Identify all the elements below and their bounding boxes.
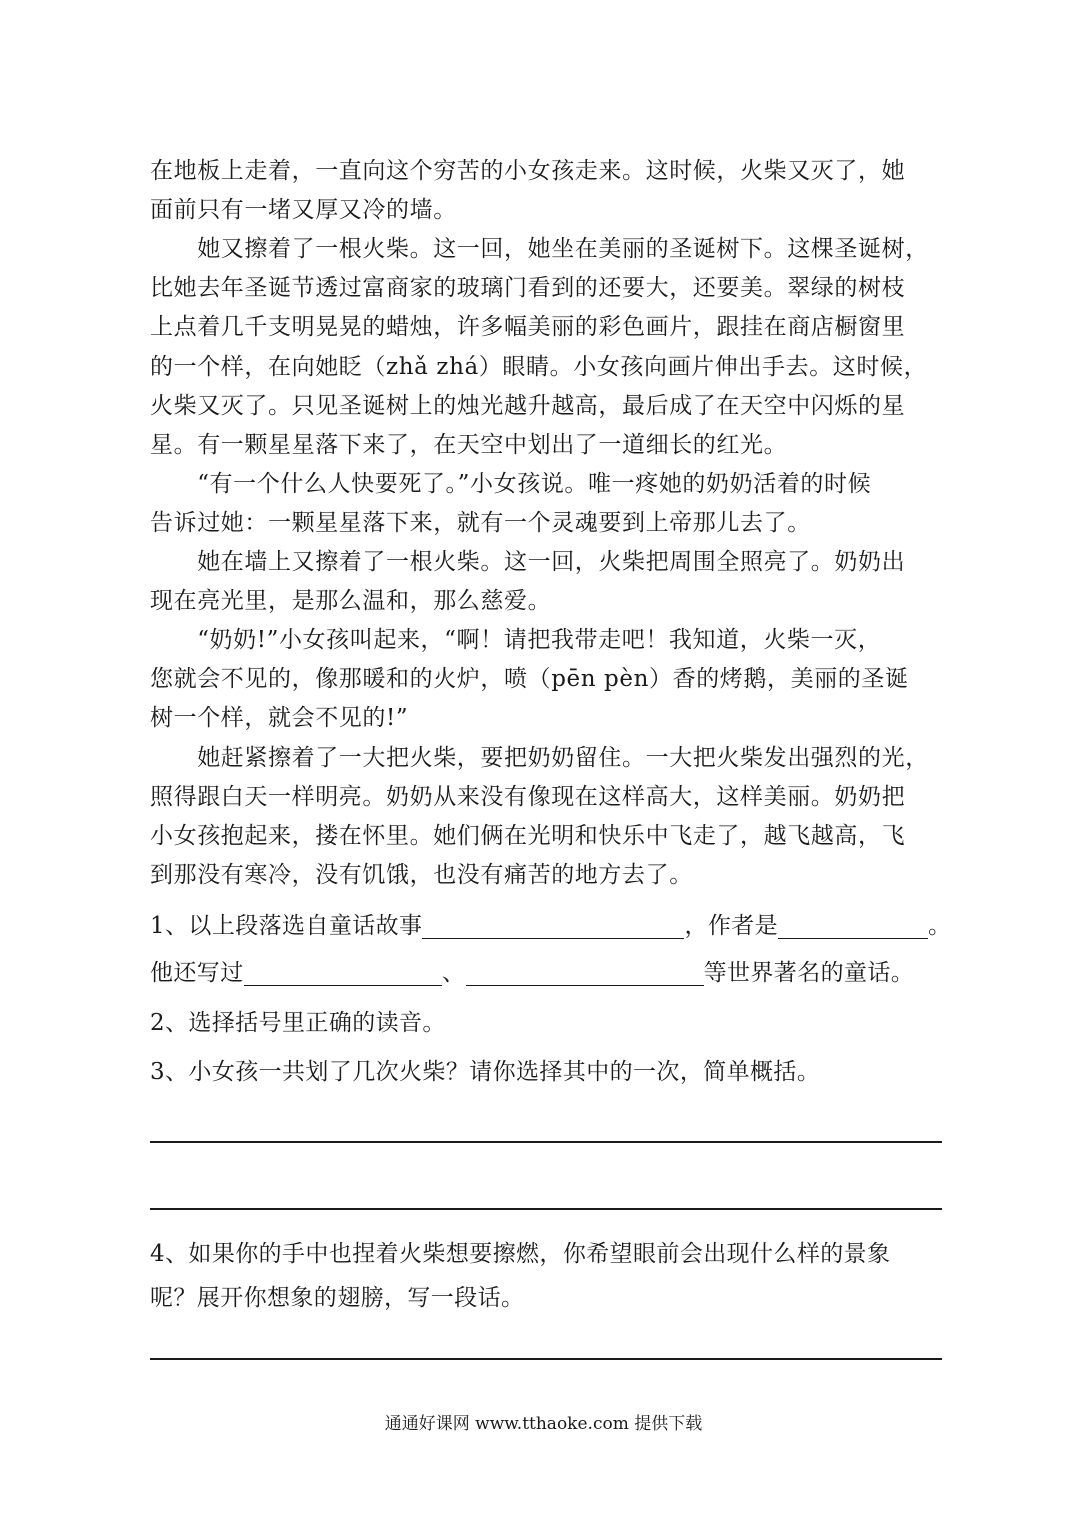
question-3: 3、小女孩一共划了几次火柴？请你选择其中的一次，简单概括。 xyxy=(150,1059,821,1085)
passage-line: 您就会不见的，像那暖和的火炉，喷（pēn pèn）香的烤鹅，美丽的圣诞 xyxy=(150,666,909,692)
answer-line-q3-1[interactable] xyxy=(150,1141,942,1143)
answer-line-q4-1[interactable] xyxy=(150,1358,942,1360)
question-1-text: 1、以上段落选自童话故事 xyxy=(150,913,423,939)
footer-credit: 通通好课网 www.tthaoke.com 提供下载 xyxy=(384,1414,703,1434)
passage-line: 到那没有寒冷，没有饥饿，也没有痛苦的地方去了。 xyxy=(150,862,693,888)
question-1-tail-text: 等世界著名的童话。 xyxy=(703,960,915,986)
question-1-period: 。 xyxy=(928,913,952,939)
question-4-line-2: 呢？展开你想象的翅膀，写一段话。 xyxy=(150,1285,525,1311)
question-2: 2、选择括号里正确的读音。 xyxy=(150,1010,446,1036)
question-4-line-1: 4、如果你的手中也捏着火柴想要擦燃，你希望眼前会出现什么样的景象 xyxy=(150,1241,891,1267)
author-blank[interactable] xyxy=(778,916,928,939)
other-work-blank-1[interactable] xyxy=(244,963,442,986)
passage-line: 告诉过她：一颗星星落下来，就有一个灵魂要到上帝那儿去了。 xyxy=(150,510,811,536)
passage-line: 小女孩抱起来，搂在怀里。她们俩在光明和快乐中飞走了，越飞越高，飞 xyxy=(150,823,906,849)
passage-line: “有一个什么人快要死了。”小女孩说。唯一疼她的奶奶活着的时候 xyxy=(150,471,872,497)
passage-line: 上点着几千支明晃晃的蜡烛，许多幅美丽的彩色画片，跟挂在商店橱窗里 xyxy=(150,314,906,340)
question-1-author-text: ，作者是 xyxy=(684,913,779,939)
passage-line: 比她去年圣诞节透过富商家的玻璃门看到的还要大，还要美。翠绿的树枝 xyxy=(150,275,906,301)
passage-line: 她又擦着了一根火柴。这一回，她坐在美丽的圣诞树下。这棵圣诞树， xyxy=(150,236,929,262)
other-work-blank-2[interactable] xyxy=(466,963,704,986)
answer-line-q3-2[interactable] xyxy=(150,1208,942,1210)
passage-line: 照得跟白天一样明亮。奶奶从来没有像现在这样高大，这样美丽。奶奶把 xyxy=(150,784,906,810)
passage-line: 火柴又灭了。只见圣诞树上的烛光越升越高，最后成了在天空中闪烁的星 xyxy=(150,393,906,419)
passage-line: 在地板上走着，一直向这个穷苦的小女孩走来。这时候，火柴又灭了，她 xyxy=(150,158,906,184)
story-title-blank[interactable] xyxy=(422,916,684,939)
question-1-other-works-text: 他还写过 xyxy=(150,960,244,986)
passage-line: 树一个样，就会不见的!” xyxy=(150,705,409,731)
question-1-line-2 xyxy=(150,953,942,993)
question-1-line-1 xyxy=(150,906,952,946)
passage-line: 的一个样，在向她眨（zhǎ zhá）眼睛。小女孩向画片伸出手去。这时候， xyxy=(150,354,928,380)
passage-line: 她在墙上又擦着了一根火柴。这一回，火柴把周围全照亮了。奶奶出 xyxy=(150,549,906,575)
passage-line: 她赶紧擦着了一大把火柴，要把奶奶留住。一大把火柴发出强烈的光， xyxy=(150,745,929,771)
passage-line: 现在亮光里，是那么温和，那么慈爱。 xyxy=(150,588,552,614)
passage-line: “奶奶!”小女孩叫起来，“啊！请把我带走吧！我知道，火柴一灭， xyxy=(150,627,882,653)
question-1-separator: 、 xyxy=(441,960,466,986)
passage-line: 星。有一颗星星落下来了，在天空中划出了一道细长的红光。 xyxy=(150,432,788,458)
passage-line: 面前只有一堵又厚又冷的墙。 xyxy=(150,197,457,223)
